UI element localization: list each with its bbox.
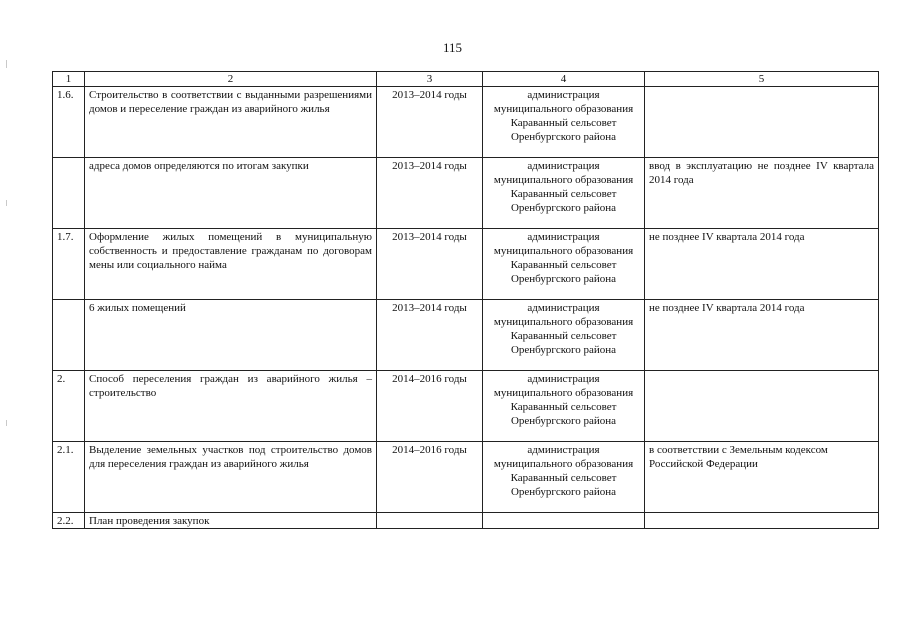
row-period: 2013–2014 годы: [377, 87, 483, 158]
row-responsible: [483, 513, 645, 529]
row-deadline: в соответствии с Земельным кодексом Российской Федерации: [645, 442, 879, 513]
row-description: Оформление жилых помещений в муниципальную собственность и предоставление гражданам по договорам мены или социального найма: [85, 229, 377, 300]
row-number: 2.1.: [53, 442, 85, 513]
row-responsible: администрация муниципального образования Караванный сельсовет Оренбургского района: [483, 442, 645, 513]
row-description: адреса домов определяются по итогам закупки: [85, 158, 377, 229]
row-number: 1.7.: [53, 229, 85, 300]
plan-table: [52, 71, 879, 529]
table-row: [53, 442, 879, 513]
row-description: 6 жилых помещений: [85, 300, 377, 371]
row-description: Строительство в соответствии с выданными разрешениями домов и переселение граждан из аварийного жилья: [85, 87, 377, 158]
row-description: План проведения закупок: [85, 513, 377, 529]
scan-margin-mark: [6, 60, 7, 68]
row-period: 2013–2014 годы: [377, 229, 483, 300]
row-number: [53, 158, 85, 229]
table-row: [53, 229, 879, 300]
table-row: [53, 371, 879, 442]
table-row: [53, 300, 879, 371]
row-period: 2013–2014 годы: [377, 158, 483, 229]
row-number: [53, 300, 85, 371]
row-responsible: администрация муниципального образования Караванный сельсовет Оренбургского района: [483, 87, 645, 158]
row-period: 2014–2016 годы: [377, 371, 483, 442]
row-deadline: [645, 87, 879, 158]
table-row: [53, 158, 879, 229]
row-period: 2013–2014 годы: [377, 300, 483, 371]
row-responsible: администрация муниципального образования Караванный сельсовет Оренбургского района: [483, 300, 645, 371]
row-number: 2.2.: [53, 513, 85, 529]
row-deadline: не позднее IV квартала 2014 года: [645, 229, 879, 300]
table-row: [53, 513, 879, 529]
row-deadline: ввод в эксплуатацию не позднее IV квартала 2014 года: [645, 158, 879, 229]
column-header: 1: [53, 72, 85, 87]
row-number: 1.6.: [53, 87, 85, 158]
table-header-row: [53, 72, 879, 87]
column-header: 2: [85, 72, 377, 87]
row-deadline: не позднее IV квартала 2014 года: [645, 300, 879, 371]
page-number: 115: [442, 40, 463, 55]
row-period: [377, 513, 483, 529]
row-period: 2014–2016 годы: [377, 442, 483, 513]
row-description: Способ переселения граждан из аварийного жилья – строительство: [85, 371, 377, 442]
column-header: 5: [645, 72, 879, 87]
scan-margin-mark: [6, 200, 7, 206]
row-number: 2.: [53, 371, 85, 442]
row-responsible: администрация муниципального образования Караванный сельсовет Оренбургского района: [483, 229, 645, 300]
row-deadline: [645, 513, 879, 529]
column-header: 4: [483, 72, 645, 87]
row-responsible: администрация муниципального образования Караванный сельсовет Оренбургского района: [483, 158, 645, 229]
scan-margin-mark: [6, 420, 7, 426]
row-deadline: [645, 371, 879, 442]
row-description: Выделение земельных участков под строительство домов для переселения граждан из аварийного жилья: [85, 442, 377, 513]
row-responsible: администрация муниципального образования Караванный сельсовет Оренбургского района: [483, 371, 645, 442]
column-header: 3: [377, 72, 483, 87]
table-row: [53, 87, 879, 158]
